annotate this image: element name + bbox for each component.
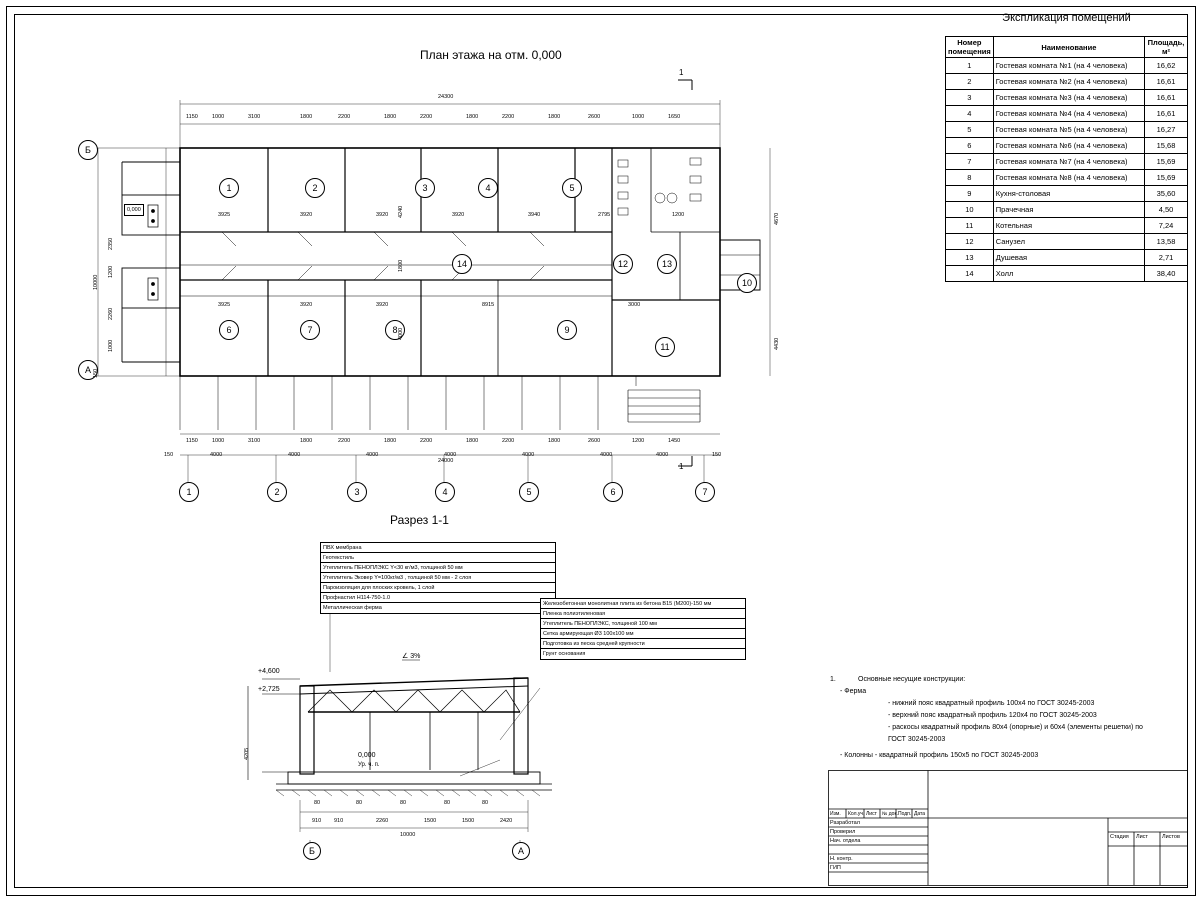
room-number: 3: [946, 90, 994, 106]
room-number: 2: [946, 74, 994, 90]
room-name: Кухня-столовая: [993, 186, 1144, 202]
dimension-label: 1000: [108, 339, 114, 352]
dimension-label: 4000: [600, 452, 613, 458]
titleblock-column-header: Изм.: [830, 811, 841, 817]
dimension-label: 80: [482, 800, 489, 806]
titleblock-column-header: Дата: [914, 811, 926, 817]
room-area: 16,27: [1145, 122, 1188, 138]
level-4600: +4,600: [258, 668, 280, 675]
dimension-label: 1450: [668, 438, 681, 444]
dimension-label: 80: [356, 800, 363, 806]
room-bubble-12: 12: [613, 254, 633, 274]
dimension-label: 2200: [502, 114, 515, 120]
room-bubble-9: 9: [557, 320, 577, 340]
room-bubble-1: 1: [219, 178, 239, 198]
section-mark-bottom: 1: [679, 462, 684, 471]
dimension-label: 2200: [338, 438, 351, 444]
dimension-label: 8915: [482, 302, 495, 308]
dimension-label: 1800: [300, 438, 313, 444]
dimension-label: 2200: [420, 438, 433, 444]
room-area: 38,40: [1145, 266, 1188, 282]
dimension-label: 910: [334, 818, 344, 824]
layer-note: Утеплитель Эковер Y=100кг/м3 , толщиной 50 мм - 2 слоя: [320, 572, 556, 584]
room-name: Гостевая комната №1 (на 4 человека): [993, 58, 1144, 74]
axis-bubble-1: 1: [179, 482, 199, 502]
layer-note: Геотекстиль: [320, 552, 556, 564]
room-number: 5: [946, 122, 994, 138]
axis-bubble-B: Б: [78, 140, 98, 160]
note-line: - раскосы квадратный профиль 80х4 (опорные) и 60х4 (элементы решетки) по: [888, 724, 1143, 731]
dimension-label: 3920: [452, 212, 465, 218]
dimension-label: 80: [314, 800, 321, 806]
dimension-label: 3100: [248, 114, 261, 120]
dimension-label: 3920: [376, 212, 389, 218]
titleblock-stage-label: Лист: [1136, 834, 1148, 840]
section-mark-top: 1: [679, 68, 684, 77]
room-name: Прачечная: [993, 202, 1144, 218]
dimension-label: 2260: [108, 307, 114, 320]
dimension-label: 1800: [384, 438, 397, 444]
titleblock-column-header: Лист: [866, 811, 877, 817]
dimension-label: 2200: [502, 438, 515, 444]
room-area: 16,61: [1145, 74, 1188, 90]
titleblock-column-header: Подп.: [898, 811, 912, 817]
title-block: [828, 770, 1188, 886]
note-line: - Ферма: [840, 688, 867, 695]
layer-note: Утеплитель ПЕНОПЛЭКС, толщиной 100 мм: [540, 618, 746, 630]
titleblock-row-label: Разработал: [830, 820, 860, 826]
dimension-label: 4670: [774, 212, 780, 225]
dimension-label: 1500: [462, 818, 475, 824]
dimension-label: 3925: [218, 212, 231, 218]
room-area: 2,71: [1145, 250, 1188, 266]
section-overall-dim: 10000: [400, 832, 416, 838]
axis-bubble-6: 6: [603, 482, 623, 502]
dimension-label: 150: [164, 452, 174, 458]
layer-note: Грунт основания: [540, 648, 746, 660]
section-axis-A: А: [512, 842, 530, 860]
room-bubble-2: 2: [305, 178, 325, 198]
axis-bubble-3: 3: [347, 482, 367, 502]
room-name: Котельная: [993, 218, 1144, 234]
dimension-label: 1150: [186, 114, 198, 120]
dimension-label: 150: [93, 368, 99, 378]
titleblock-row-label: ГИП: [830, 865, 841, 871]
plan-title: План этажа на отм. 0,000: [420, 48, 562, 62]
room-area: 13,58: [1145, 234, 1188, 250]
dimension-label: 1150: [186, 438, 198, 444]
room-name: Гостевая комната №2 (на 4 человека): [993, 74, 1144, 90]
room-number: 4: [946, 106, 994, 122]
room-number: 11: [946, 218, 994, 234]
dimension-label: 2350: [108, 237, 114, 250]
section-title: Разрез 1-1: [390, 513, 449, 527]
room-number: 13: [946, 250, 994, 266]
dimension-label: 4240: [398, 205, 404, 218]
room-bubble-14: 14: [452, 254, 472, 274]
room-bubble-4: 4: [478, 178, 498, 198]
dimension-label: 1000: [632, 114, 645, 120]
room-bubble-7: 7: [300, 320, 320, 340]
dimension-label: 1500: [424, 818, 437, 824]
dimension-label: 1800: [548, 114, 561, 120]
axis-bubble-A: А: [78, 360, 98, 380]
dimension-label: 4000: [288, 452, 301, 458]
dimension-label: 3920: [300, 212, 313, 218]
room-bubble-13: 13: [657, 254, 677, 274]
room-area: 16,61: [1145, 90, 1188, 106]
exposition-header-name: Наименование: [993, 37, 1144, 58]
note-line: - нижний пояс квадратный профиль 100х4 по ГОСТ 30245-2003: [888, 700, 1095, 707]
level-0000: 0,000: [358, 752, 376, 759]
dimension-label: 4000: [366, 452, 379, 458]
room-bubble-10: 10: [737, 273, 757, 293]
titleblock-column-header: Кол.уч.: [848, 811, 865, 817]
titleblock-column-header: № док.: [882, 811, 899, 817]
plan-overall-top: 24300: [438, 94, 454, 100]
dimension-label: 3925: [218, 302, 231, 308]
layer-note: Металлическая ферма: [320, 602, 556, 614]
dimension-label: 2200: [420, 114, 433, 120]
room-bubble-5: 5: [562, 178, 582, 198]
room-area: 16,61: [1145, 106, 1188, 122]
layer-note: Подготовка из песка средней крупности: [540, 638, 746, 650]
dimension-label: 1800: [398, 259, 404, 272]
dimension-label: 2420: [500, 818, 513, 824]
notes-item-number: 1.: [830, 676, 836, 683]
room-name: Санузел: [993, 234, 1144, 250]
room-area: 35,60: [1145, 186, 1188, 202]
room-bubble-8: 8: [385, 320, 405, 340]
room-area: 16,62: [1145, 58, 1188, 74]
dimension-label: 4000: [398, 327, 404, 340]
room-number: 10: [946, 202, 994, 218]
dimension-label: 3100: [248, 438, 261, 444]
exposition-header-number: Номер помещения: [946, 37, 994, 58]
layer-note: Пленка полиэтиленовая: [540, 608, 746, 620]
room-name: Гостевая комната №7 (на 4 человека): [993, 154, 1144, 170]
dimension-label: 2200: [338, 114, 351, 120]
room-name: Гостевая комната №5 (на 4 человека): [993, 122, 1144, 138]
room-name: Гостевая комната №8 (на 4 человека): [993, 170, 1144, 186]
dimension-label: 2600: [588, 114, 601, 120]
section-axis-B: Б: [303, 842, 321, 860]
dimension-label: 2600: [588, 438, 601, 444]
dimension-label: 4000: [656, 452, 669, 458]
dimension-label: 150: [712, 452, 722, 458]
titleblock-row-label: Н. контр.: [830, 856, 853, 862]
dimension-label: 4000: [210, 452, 223, 458]
dimension-label: 2260: [376, 818, 389, 824]
room-number: 1: [946, 58, 994, 74]
room-number: 14: [946, 266, 994, 282]
room-name: Холл: [993, 266, 1144, 282]
level-2725: +2,725: [258, 686, 280, 693]
room-number: 8: [946, 170, 994, 186]
dimension-label: 3920: [376, 302, 389, 308]
layer-note: Железобетонная монолитная плита из бетона В15 (М200)-150 мм: [540, 598, 746, 610]
notes-heading: Основные несущие конструкции:: [858, 676, 966, 683]
room-number: 12: [946, 234, 994, 250]
note-line: - верхний пояс квадратный профиль 120х4 по ГОСТ 30245-2003: [888, 712, 1097, 719]
exposition-title: Экспликация помещений: [1002, 12, 1131, 24]
axis-bubble-5: 5: [519, 482, 539, 502]
room-number: 7: [946, 154, 994, 170]
dimension-label: 80: [444, 800, 451, 806]
dimension-label: 910: [312, 818, 322, 824]
exposition-header-area: Площадь, м²: [1145, 37, 1188, 58]
titleblock-stage-label: Листов: [1162, 834, 1180, 840]
dimension-label: 3940: [528, 212, 541, 218]
axis-bubble-4: 4: [435, 482, 455, 502]
dimension-label: 2795: [598, 212, 611, 218]
room-name: Гостевая комната №6 (на 4 человека): [993, 138, 1144, 154]
layer-note: Профнастил Н114-750-1.0: [320, 592, 556, 604]
room-area: 7,24: [1145, 218, 1188, 234]
dimension-label: 1800: [300, 114, 313, 120]
note-line: ГОСТ 30245-2003: [888, 736, 946, 743]
dimension-label: 3920: [300, 302, 313, 308]
dimension-label: 1800: [466, 114, 479, 120]
room-number: 9: [946, 186, 994, 202]
room-area: 15,69: [1145, 170, 1188, 186]
dimension-label: 4430: [774, 337, 780, 350]
layer-note: Утеплитель ПЕНОПЛЭКС Y<30 кг/м3, толщиной 50 мм: [320, 562, 556, 574]
dimension-label: 3000: [628, 302, 641, 308]
elevation-mark: 0,000: [124, 204, 144, 216]
room-bubble-11: 11: [655, 337, 675, 357]
layer-note: Сетка армирующая Ø3 100х100 мм: [540, 628, 746, 640]
axis-bubble-2: 2: [267, 482, 287, 502]
dimension-label: 1000: [212, 114, 225, 120]
note-line: - Колонны - квадратный профиль 150х5 по ГОСТ 30245-2003: [840, 752, 1039, 759]
room-bubble-3: 3: [415, 178, 435, 198]
layer-note: ПВХ мембрана: [320, 542, 556, 554]
dimension-label: 4000: [522, 452, 535, 458]
room-name: Гостевая комната №4 (на 4 человека): [993, 106, 1144, 122]
room-area: 15,68: [1145, 138, 1188, 154]
titleblock-row-label: Проверил: [830, 829, 856, 835]
dimension-label: 1800: [384, 114, 397, 120]
dimension-label: 1000: [212, 438, 225, 444]
dimension-label: 1650: [668, 114, 681, 120]
axis-bubble-7: 7: [695, 482, 715, 502]
layer-note: Пароизоляция для плоских кровель, 1 слой: [320, 582, 556, 594]
level-note: Ур. ч. п.: [358, 762, 380, 768]
dimension-label: 4000: [444, 452, 457, 458]
dimension-label: 80: [400, 800, 407, 806]
dimension-label: 1200: [672, 212, 685, 218]
dimension-label: 1200: [632, 438, 645, 444]
room-number: 6: [946, 138, 994, 154]
dimension-label: 10000: [93, 274, 99, 290]
room-name: Душевая: [993, 250, 1144, 266]
room-bubble-6: 6: [219, 320, 239, 340]
plan-overall-bottom: 24000: [438, 458, 454, 464]
dimension-label: 1800: [548, 438, 561, 444]
dimension-label: 1200: [108, 265, 114, 278]
slope-label: ∠ 3%: [402, 653, 421, 660]
room-area: 15,69: [1145, 154, 1188, 170]
titleblock-stage-label: Стадия: [1110, 834, 1129, 840]
room-area: 4,50: [1145, 202, 1188, 218]
section-height-dim: 4205: [244, 747, 250, 760]
dimension-label: 1800: [466, 438, 479, 444]
titleblock-row-label: Нач. отдела: [830, 838, 861, 844]
room-name: Гостевая комната №3 (на 4 человека): [993, 90, 1144, 106]
